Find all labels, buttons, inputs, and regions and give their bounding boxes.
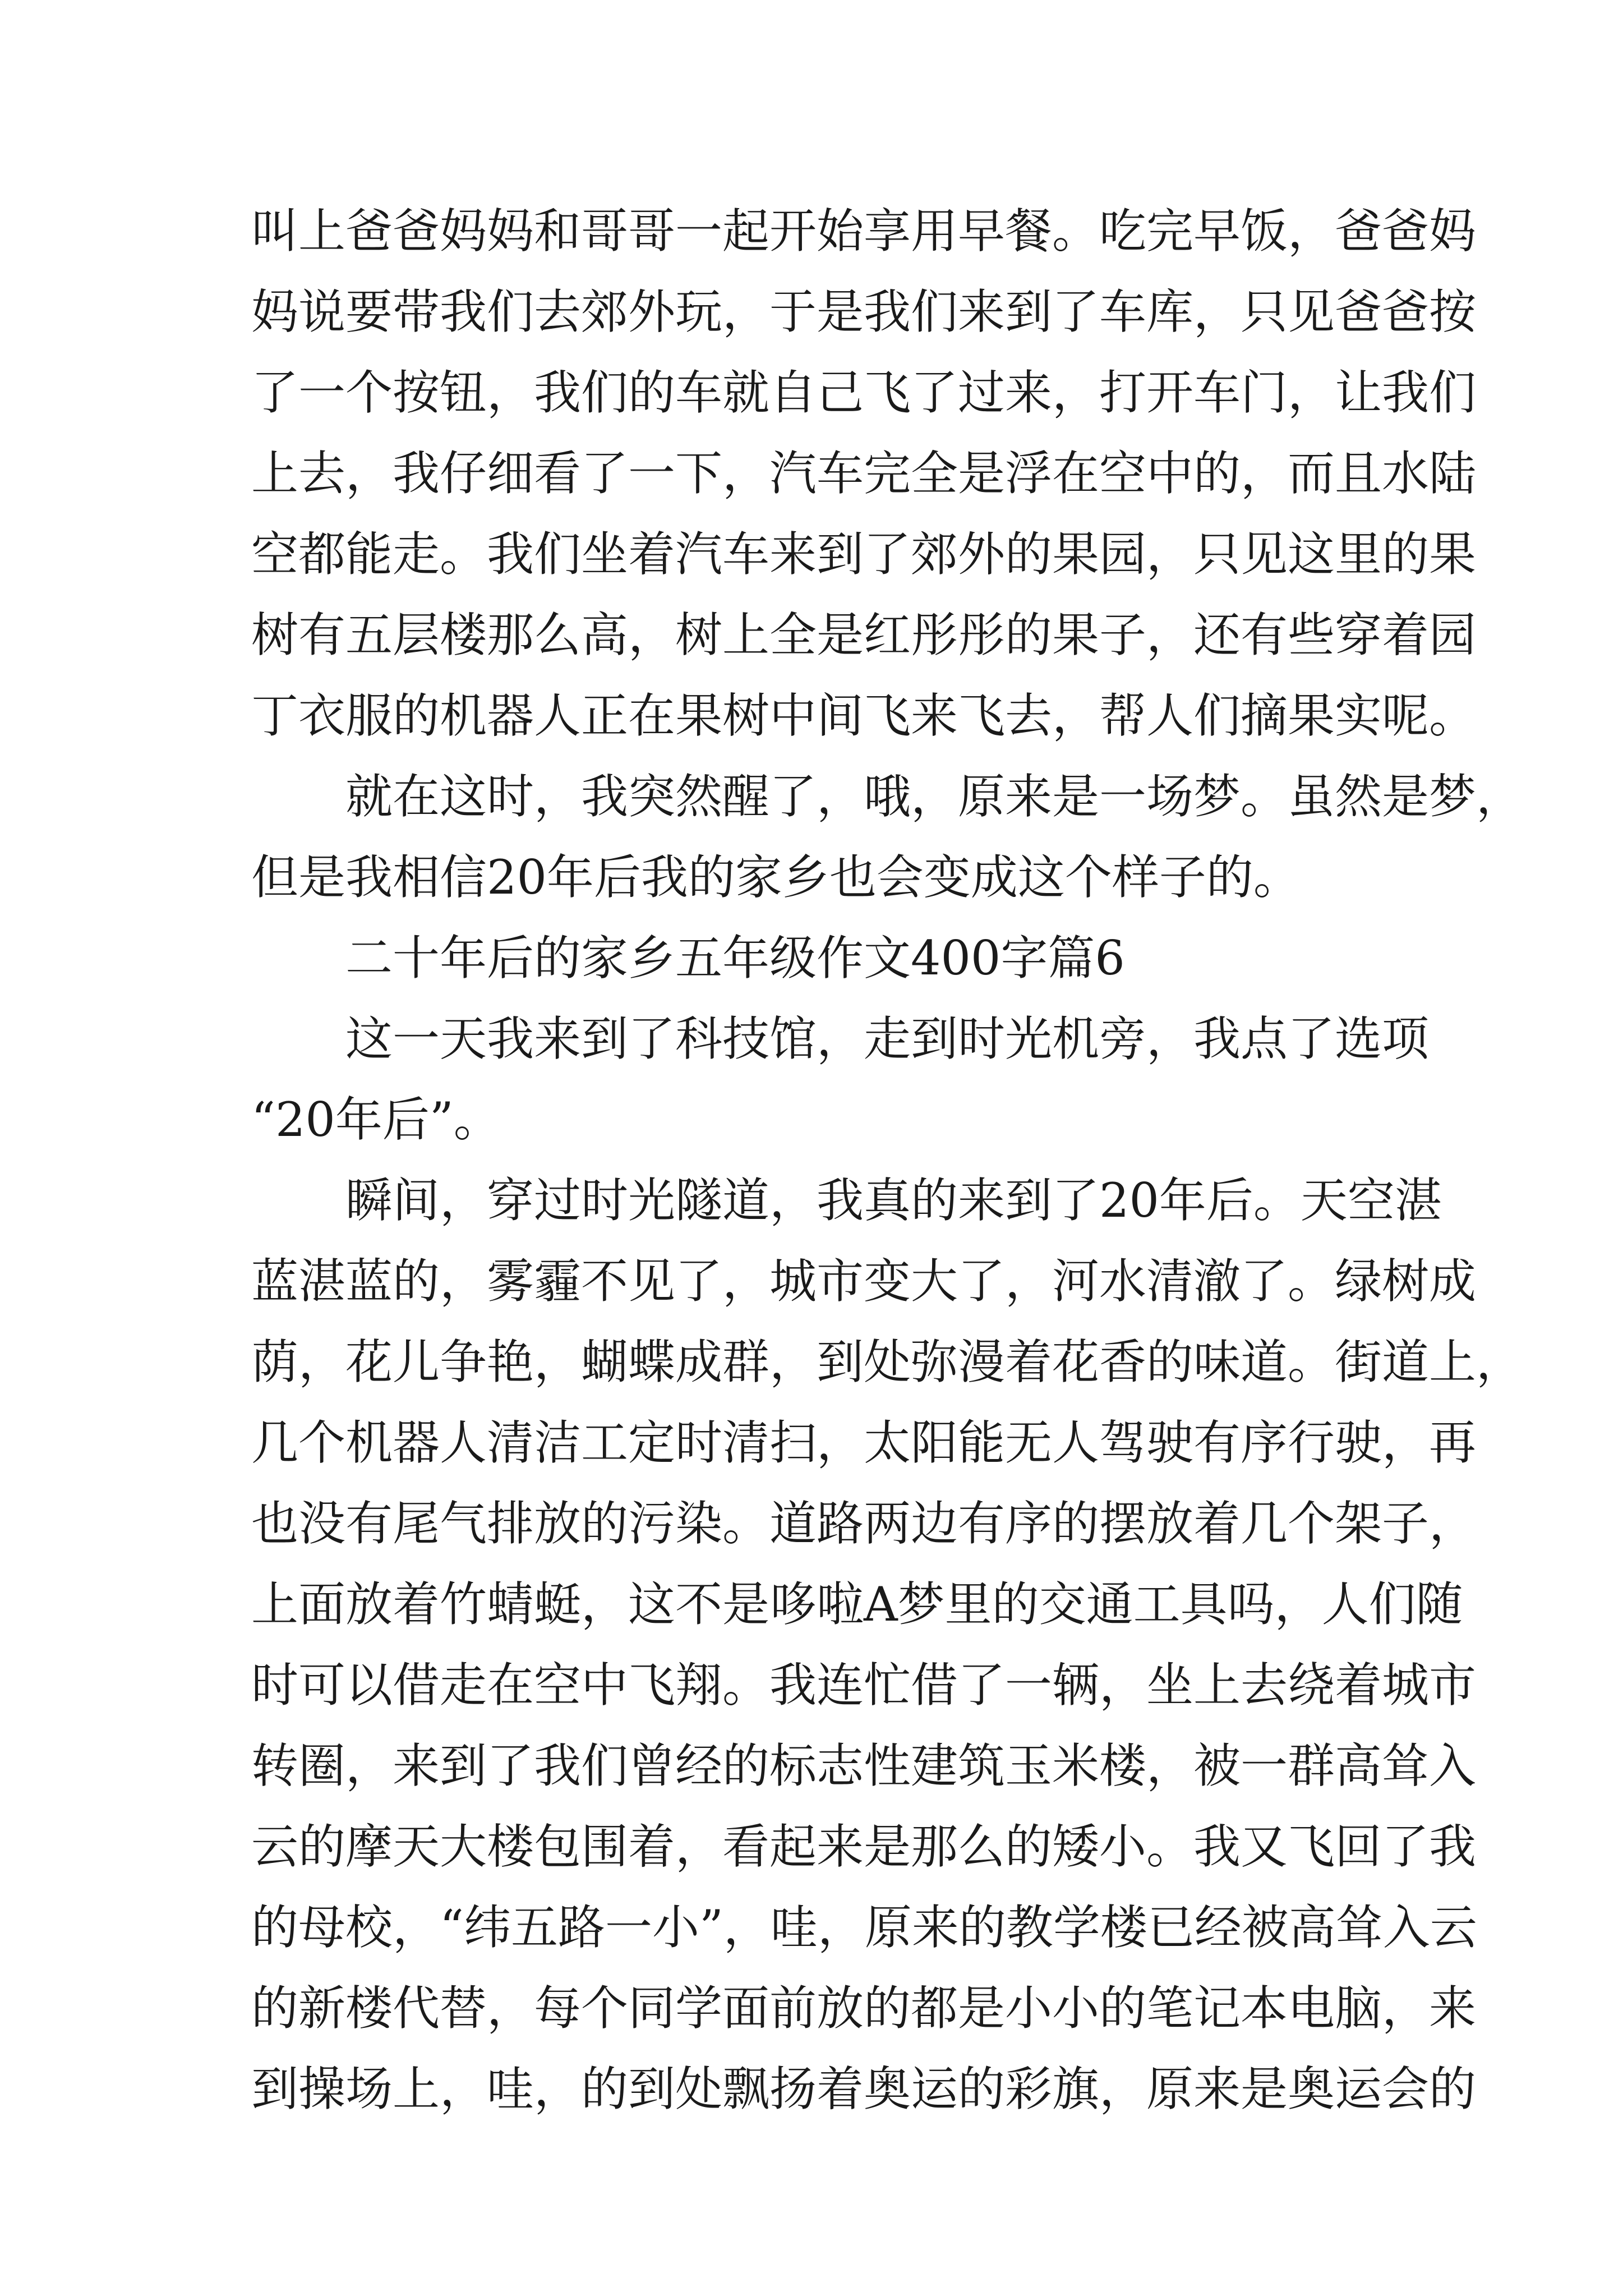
text-line: 到操场上，哇，的到处飘扬着奥运的彩旗，原来是奥运会的 [251, 2062, 1477, 2116]
text-line: 也没有尾气排放的污染。道路两边有序的摆放着几个架子， [251, 1496, 1477, 1551]
text-line: 瞬间，穿过时光隧道，我真的来到了20年后。天空湛 [345, 1173, 1442, 1228]
text-line: 树有五层楼那么高，树上全是红彤彤的果子，还有些穿着园 [251, 608, 1477, 662]
text-line: 妈说要带我们去郊外玩，于是我们来到了车库，只见爸爸按 [251, 284, 1477, 339]
text-line: 的母校，“纬五路一小”，哇，原来的教学楼已经被高耸入云 [251, 1900, 1477, 1955]
text-line: 几个机器人清洁工定时清扫，太阳能无人驾驶有序行驶，再 [251, 1415, 1477, 1470]
section-heading: 二十年后的家乡五年级作文400字篇6 [345, 931, 1125, 986]
text-line: 上去，我仔细看了一下，汽车完全是浮在空中的，而且水陆 [251, 446, 1477, 501]
text-line: 但是我相信20年后我的家乡也会变成这个样子的。 [251, 850, 1301, 905]
text-line: 荫，花儿争艳，蝴蝶成群，到处弥漫着花香的味道。街道上， [251, 1335, 1524, 1389]
text-line: “20年后”。 [251, 1092, 501, 1147]
text-line: 空都能走。我们坐着汽车来到了郊外的果园，只见这里的果 [251, 527, 1477, 582]
text-line: 这一天我来到了科技馆，走到时光机旁，我点了选项 [345, 1011, 1430, 1066]
text-line: 时可以借走在空中飞翔。我连忙借了一辆，坐上去绕着城市 [251, 1658, 1477, 1713]
body-text [251, 204, 1524, 2146]
text-line: 蓝湛蓝的，雾霾不见了，城市变大了，河水清澈了。绿树成 [251, 1254, 1477, 1309]
text-line: 的新楼代替，每个同学面前放的都是小小的笔记本电脑，来 [251, 1981, 1477, 2036]
text-line: 丁衣服的机器人正在果树中间飞来飞去，帮人们摘果实呢。 [251, 688, 1477, 743]
text-line: 叫上爸爸妈妈和哥哥一起开始享用早餐。吃完早饭，爸爸妈 [251, 204, 1477, 259]
text-line: 就在这时，我突然醒了，哦，原来是一场梦。虽然是梦， [345, 769, 1524, 824]
text-line: 转圈，来到了我们曾经的标志性建筑玉米楼，被一群高耸入 [251, 1738, 1477, 1793]
text-line: 云的摩天大楼包围着，看起来是那么的矮小。我又飞回了我 [251, 1819, 1477, 1874]
text-line: 上面放着竹蜻蜓，这不是哆啦A梦里的交通工具吗，人们随 [251, 1577, 1463, 1632]
text-line: 了一个按钮，我们的车就自己飞了过来，打开车门，让我们 [251, 365, 1477, 420]
